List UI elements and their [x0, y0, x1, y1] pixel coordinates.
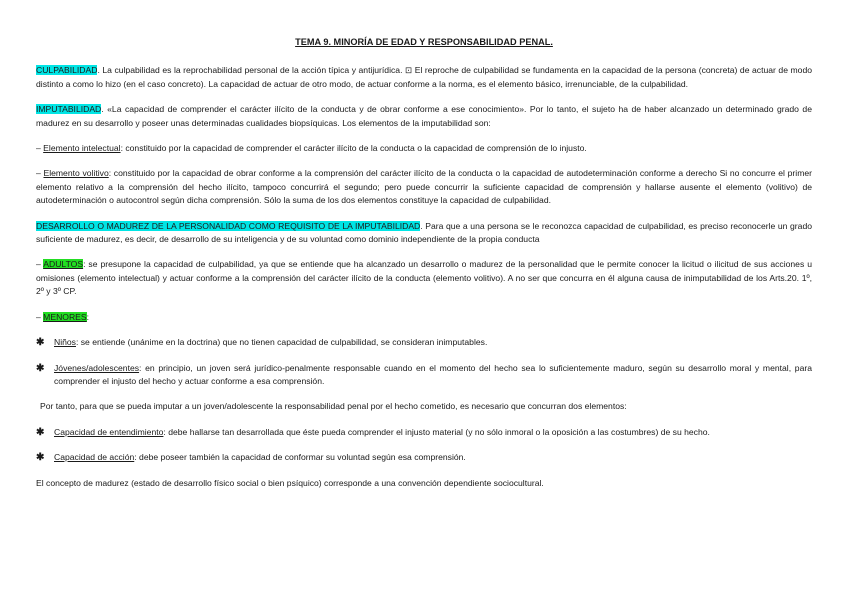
asterisk-bullet-icon: ✱	[36, 362, 45, 374]
bullet-item-jovenes	[36, 362, 812, 389]
paragraph-elemento-intelectual	[36, 142, 812, 155]
underlined-term: Jóvenes/adolescentes	[54, 362, 140, 373]
paragraph-adultos	[36, 258, 812, 298]
document-title: TEMA 9. MINORÍA DE EDAD Y RESPONSABILIDAD PENAL.	[295, 37, 553, 47]
asterisk-bullet-icon: ✱	[36, 426, 45, 438]
bullet-item-accion	[36, 451, 812, 464]
bullet-text	[54, 336, 812, 349]
bullet-body: : se entiende (unánime en la doctrina) que no tienen capacidad de culpabilidad, se consideran inimputables.	[75, 337, 488, 348]
paragraph-por-tanto: Por tanto, para que se pueda imputar a un joven/adolescente la responsabilidad penal por el hecho cometido, es necesario que concurran dos elementos:	[40, 401, 627, 412]
paragraph-text: : constituido por la capacidad de comprender el carácter ilícito de la conducta o la capacidad de comprensión de lo injusto.	[120, 143, 587, 154]
bullet-text	[54, 426, 812, 439]
asterisk-bullet-icon: ✱	[36, 452, 45, 464]
paragraph-text: :	[86, 311, 90, 322]
bullet-body: : debe poseer también la capacidad de conformar su voluntad según esa comprensión.	[134, 452, 466, 463]
document-page	[36, 36, 812, 502]
bullet-item-entendimiento	[36, 426, 812, 439]
paragraph-text: : se presupone la capacidad de culpabilidad, ya que se entiende que ha alcanzado un desarrollo o madurez de la personalidad que le permite conocer la licitud o ilicitud de sus acciones u omisiones (elemento intelectual) y actuar conforme a la comprensión del carácter ilícito de la conducta (elemento volitivo). A no ser que concurra en él alguna causa de inimputabilidad de los Arts.20. 1º, 2º y 3º CP.	[36, 259, 812, 297]
highlighted-term: MENORES	[43, 311, 87, 322]
paragraph-text: : constituido por la capacidad de obrar conforme a la comprensión del carácter ilícito de la conducta o la capacidad de autodeterminación conforme a derecho Si no concurre el primer elemento relativo a la comprensión del hecho ilícito, tampoco concurrirá el segundo; pero puede concurrir la suficiente capacidad de comprensión y hallarse ausente el elemento (volitivo) de autodeterminación o autocontrol según dicha comprensión. Sólo la suma de los dos elementos constituye la capacidad de culpabilidad.	[36, 168, 812, 206]
asterisk-bullet-icon: ✱	[36, 337, 45, 349]
bullet-body: : debe hallarse tan desarrollada que éste pueda comprender el injusto material (y no sólo inmoral o la oposición a las costumbres) de su hecho.	[163, 426, 710, 437]
paragraph-text: . «La capacidad de comprender el carácter ilícito de la conducta y de obrar conforme a ese conocimiento». Por lo tanto, el sujeto ha de haber alcanzado un determinado grado de madurez en su desarrollo y poseer unas determinadas cualidades biopsíquicas. Los elementos de la imputabilidad son:	[36, 104, 812, 128]
underlined-term: Elemento volitivo	[43, 168, 109, 179]
highlighted-term: CULPABILIDAD	[36, 65, 98, 76]
dash: –	[36, 259, 44, 270]
paragraph-text: . La culpabilidad es la reprochabilidad personal de la acción típica y antijurídica. ⊡ El reproche de culpabilidad se fundamenta en la capacidad de la persona (concreta) de actuar de modo distinto a como lo hizo (en el caso concreto). La capacidad de actuar de otro modo, de actuar conforme a la norma, es el elemento básico, irrenunciable, de la culpabilidad.	[36, 65, 812, 89]
paragraph-elemento-volitivo	[36, 167, 812, 207]
underlined-term: Capacidad de acción	[54, 452, 135, 463]
bullet-text	[54, 451, 812, 464]
underlined-term: Niños	[54, 337, 76, 348]
dash: –	[36, 311, 44, 322]
highlighted-term: DESARROLLO O MADUREZ DE LA PERSONALIDAD COMO REQUISITO DE LA IMPUTABILIDAD	[36, 220, 421, 231]
bullet-item-ninos	[36, 336, 812, 349]
paragraph-concepto: El concepto de madurez (estado de desarrollo físico social o bien psíquico) corresponde a una convención dependiente sociocultural.	[36, 477, 544, 488]
underlined-term: Capacidad de entendimiento	[54, 426, 164, 437]
paragraph-desarrollo	[36, 220, 812, 247]
highlighted-term: IMPUTABILIDAD	[36, 104, 102, 115]
bullet-text	[54, 362, 812, 389]
dash: –	[36, 143, 44, 154]
bullet-body: : en principio, un joven será jurídico-penalmente responsable cuando en el momento del hecho sea lo suficientemente maduro, según su desarrollo moral y mental, para comprender el injusto del hecho y actuar conforme a esa comprensión.	[54, 362, 812, 386]
paragraph-menores	[36, 311, 812, 324]
highlighted-term: ADULTOS	[43, 259, 84, 270]
paragraph-imputabilidad	[36, 103, 812, 130]
paragraph-culpabilidad	[36, 64, 812, 91]
dash: –	[36, 168, 44, 179]
paragraph-text: . Para que a una persona se le reconozca capacidad de culpabilidad, es preciso reconocerle un grado suficiente de madurez, es decir, de desarrollo de su inteligencia y de su voluntad como dominio independiente de la propia conducta	[36, 220, 812, 245]
underlined-term: Elemento intelectual	[43, 143, 121, 154]
